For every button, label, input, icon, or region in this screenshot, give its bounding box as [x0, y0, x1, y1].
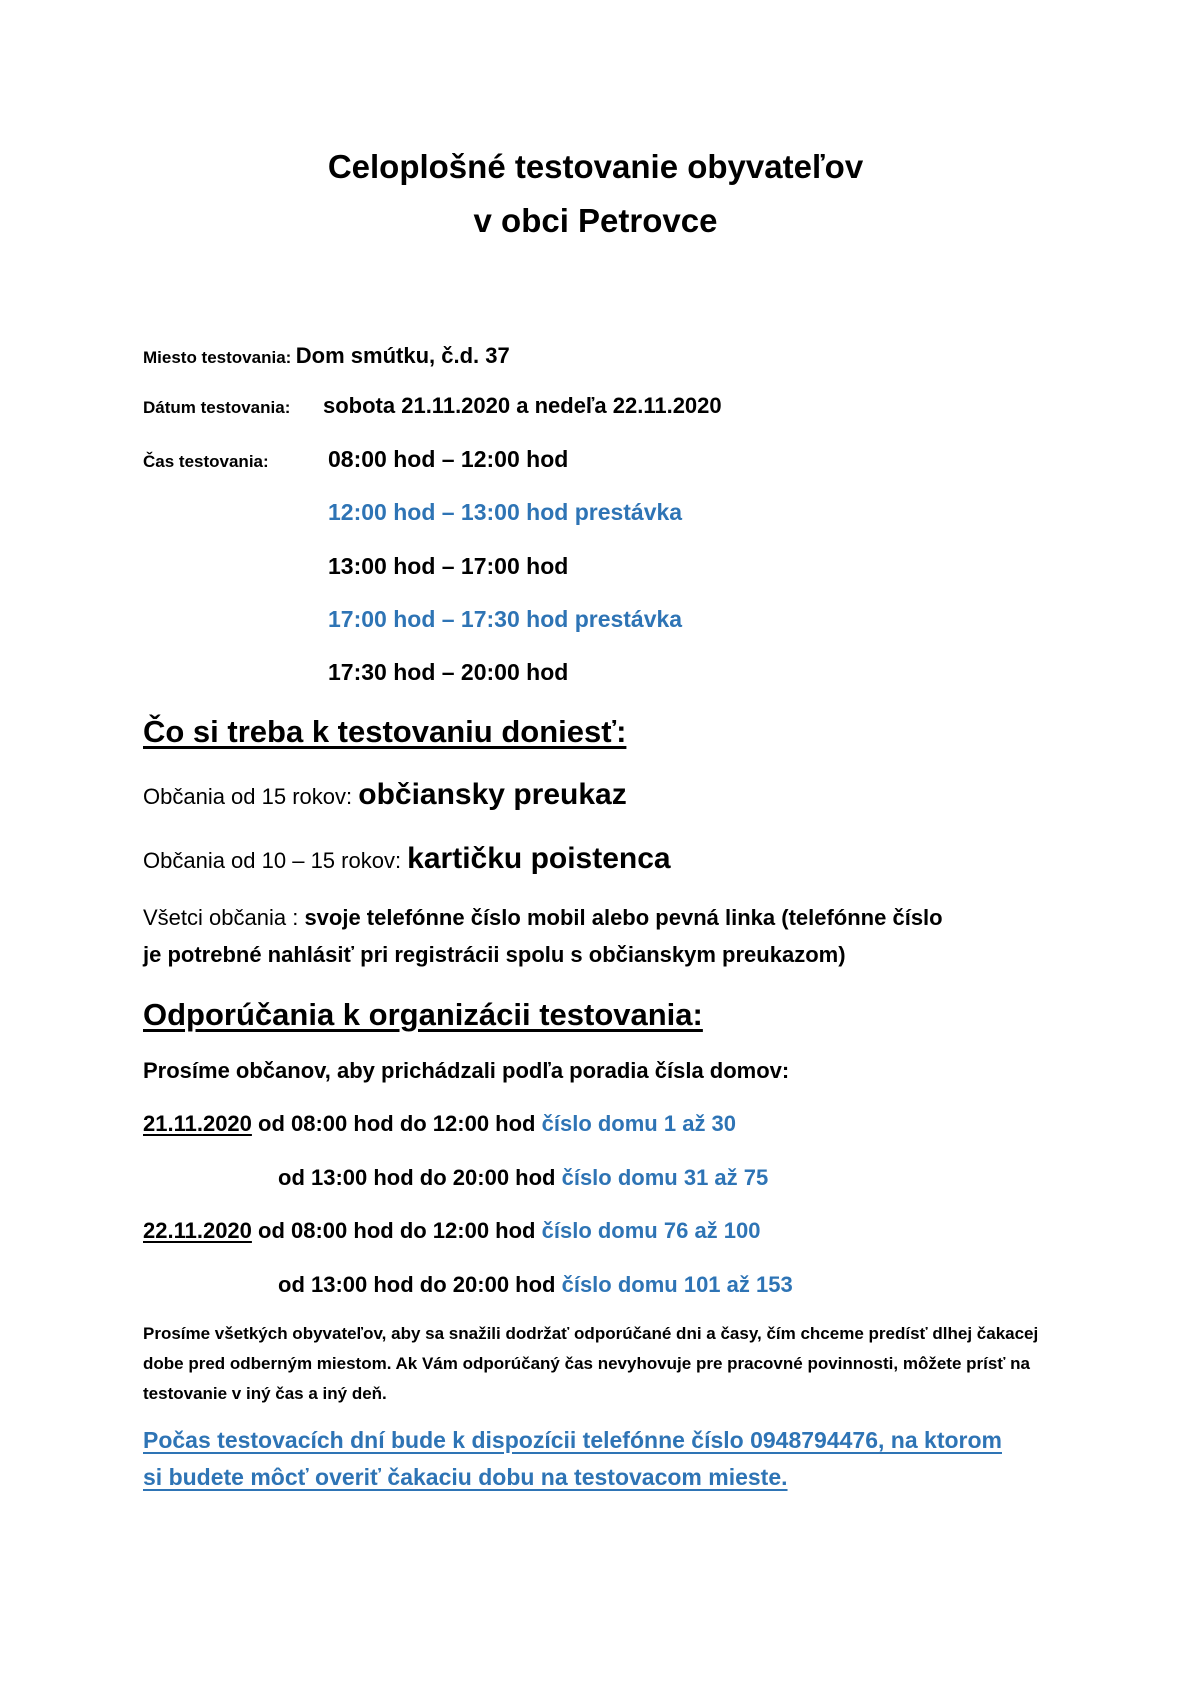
schedule-date: 22.11.2020 — [143, 1218, 252, 1243]
schedule-row — [143, 1111, 736, 1137]
time-label: Čas testovania: — [143, 452, 269, 471]
page-title-line1: Celoplošné testovanie obyvateľov — [327, 148, 864, 185]
time-slot-1: 08:00 hod – 12:00 hod — [328, 446, 569, 472]
bring-item-phone-value-line1: svoje telefónne číslo mobil alebo pevná linka (telefónne číslo — [304, 905, 943, 930]
place-value: Dom smútku, č.d. 37 — [295, 343, 510, 368]
schedule-houses: číslo domu 76 až 100 — [541, 1218, 761, 1243]
bring-heading: Čo si treba k testovaniu doniesť: — [143, 714, 627, 749]
bring-item-insurance-card-label: Občania od 10 – 15 rokov: — [143, 848, 408, 873]
schedule-time: od 08:00 hod do 12:00 hod — [251, 1111, 542, 1136]
bring-item-phone-label: Všetci občania : — [143, 905, 305, 930]
schedule-time: od 13:00 hod do 20:00 hod — [278, 1165, 562, 1190]
schedule-time: od 08:00 hod do 12:00 hod — [251, 1218, 542, 1243]
time-break-2: 17:00 hod – 17:30 hod prestávka — [328, 606, 683, 632]
bring-item-id-card-label: Občania od 15 rokov: — [143, 784, 359, 809]
schedule-houses: číslo domu 1 až 30 — [541, 1111, 737, 1136]
bring-item-insurance-card — [143, 842, 671, 876]
time-break-1: 12:00 hod – 13:00 hod prestávka — [328, 499, 683, 525]
schedule-houses: číslo domu 101 až 153 — [561, 1272, 793, 1297]
bring-item-id-card-value: občiansky preukaz — [358, 778, 627, 811]
recommend-heading: Odporúčania k organizácii testovania: — [143, 997, 703, 1032]
schedule-row — [143, 1218, 761, 1244]
schedule-row — [278, 1165, 768, 1191]
place-label: Miesto testovania: — [143, 348, 292, 367]
bring-item-insurance-card-value: kartičku poistenca — [407, 842, 671, 875]
date-label: Dátum testovania: — [143, 398, 291, 417]
phone-notice: Počas testovacích dní bude k dispozícii telefónne číslo 0948794476, na ktorom si budete môcť overiť čakaciu dobu na testovacom mieste. — [143, 1427, 1002, 1490]
bring-item-phone — [143, 905, 943, 931]
time-slot-3: 17:30 hod – 20:00 hod — [328, 659, 569, 685]
bring-item-id-card — [143, 778, 627, 812]
bring-item-phone-value-line2: je potrebné nahlásiť pri registrácii spolu s občianskym preukazom) — [143, 942, 846, 967]
recommend-note: Prosíme všetkých obyvateľov, aby sa snažili dodržať odporúčané dni a časy, čím chceme predísť dlhej čakacej dobe pred odberným miestom. Ak Vám odporúčaný čas nevyhovuje pre pracovné povinnosti, môžete prísť na testovanie v iný čas a iný deň. — [143, 1324, 1039, 1403]
place-row — [143, 343, 510, 369]
recommend-intro: Prosíme občanov, aby prichádzali podľa poradia čísla domov: — [143, 1058, 790, 1083]
page-title-line2: v obci Petrovce — [473, 202, 718, 239]
schedule-row — [278, 1272, 793, 1298]
schedule-date: 21.11.2020 — [143, 1111, 252, 1136]
schedule-time: od 13:00 hod do 20:00 hod — [278, 1272, 562, 1297]
time-slot-2: 13:00 hod – 17:00 hod — [328, 553, 569, 579]
date-value: sobota 21.11.2020 a nedeľa 22.11.2020 — [323, 393, 722, 418]
schedule-houses: číslo domu 31 až 75 — [561, 1165, 769, 1190]
